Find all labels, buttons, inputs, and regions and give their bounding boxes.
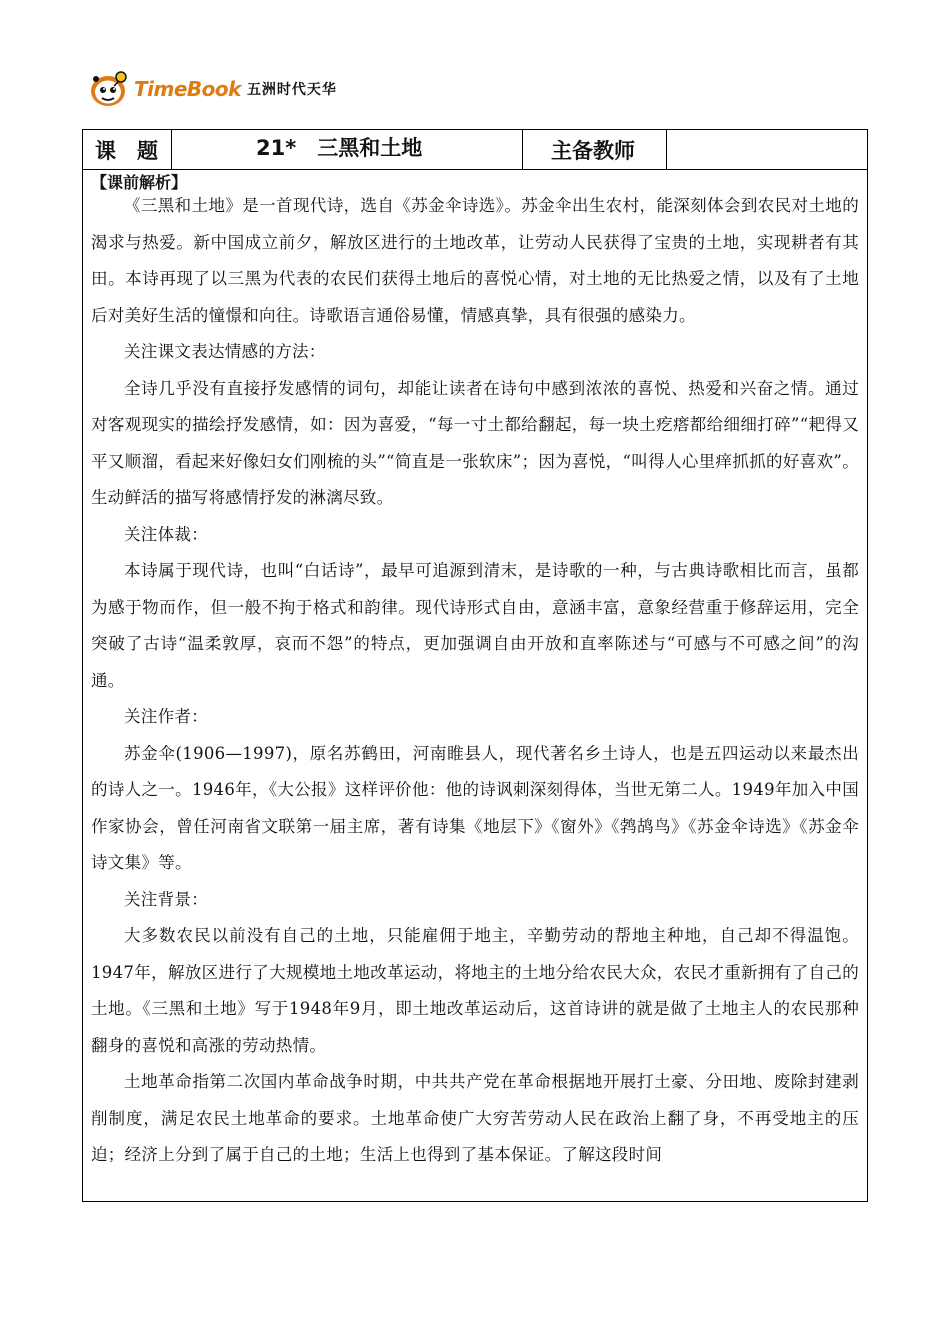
subheading-emotion-method: 关注课文表达情感的方法： <box>124 342 326 361</box>
subheading-genre: 关注体裁： <box>124 524 208 544</box>
paragraph-genre: 本诗属于现代诗，也叫“白话诗”，最早可追源到清末，是诗歌的一种，与古典诗歌相比而言，虽都为感于物而作，但一般不拘于格式和韵律。现代诗形式自由，意涵丰富，意象经营重于修辞运用，完全突破了古诗“温柔敦厚，哀而不怨”的特点，更加强调自由开放和直率陈述与“可感与不可感之间”的沟通。 <box>91 561 859 690</box>
content-cell <box>83 170 867 1174</box>
lesson-title-cell <box>172 130 523 169</box>
timebook-mascot-icon <box>88 70 130 108</box>
paragraph-background: 大多数农民以前没有自己的土地，只能雇佣于地主，辛勤劳动的帮地主种地，自己却不得温饱。1947年，解放区进行了大规模地土地改革运动，将地主的土地分给农民大众，农民才重新拥有了自己的土地。《三黑和土地》写于1948年9月，即土地改革运动后，这首诗讲的就是做了土地主人的农民那种翻身的喜悦和高涨的劳动热情。 <box>91 926 859 1055</box>
lesson-plan-table <box>82 129 868 1202</box>
subheading-author: 关注作者： <box>124 707 208 726</box>
table-header-row <box>83 130 867 170</box>
teacher-value-cell <box>667 130 867 169</box>
teacher-label-cell <box>523 130 667 169</box>
section-title: 【课前解析】 <box>91 173 188 192</box>
brand-name: TimeBook <box>134 77 241 101</box>
brand-logo <box>88 70 337 108</box>
paragraph-land-revolution: 土地革命指第二次国内革命战争时期，中共共产党在革命根据地开展打土豪、分田地、废除封建剥削制度，满足农民土地革命的要求。土地革命使广大穷苦劳动人民在政治上翻了身，不再受地主的压迫；经济上分到了属于自己的土地；生活上也得到了基本保证。了解这段时间 <box>91 1072 859 1164</box>
subheading-background: 关注背景： <box>124 889 208 909</box>
topic-label-cell <box>83 130 172 169</box>
topic-label: 课 题 <box>95 138 158 163</box>
brand-cn-name: 五洲时代天华 <box>246 82 337 98</box>
paragraph-emotion-method: 全诗几乎没有直接抒发感情的词句，却能让读者在诗句中感到浓浓的喜悦、热爱和兴奋之情。通过对客观现实的描绘抒发感情，如：因为喜爱，“每一寸土都给翻起，每一块土疙瘩都给细细打碎”“耙得又平又顺溜，看起来好像妇女们刚梳的头”“简直是一张软床”；因为喜悦，“叫得人心里痒抓抓的好喜欢”。生动鲜活的描写将感情抒发的淋漓尽致。 <box>91 378 859 507</box>
paragraph-intro: 《三黑和土地》是一首现代诗，选自《苏金伞诗选》。苏金伞出生农村，能深刻体会到农民对土地的渴求与热爱。新中国成立前夕，解放区进行的土地改革，让劳动人民获得了宝贵的土地，实现耕者有其田。本诗再现了以三黑为代表的农民们获得土地后的喜悦心情，对土地的无比热爱之情，以及有了土地后对美好生活的憧憬和向往。诗歌语言通俗易懂，情感真挚，具有很强的感染力。 <box>91 196 859 325</box>
teacher-label: 主备教师 <box>551 138 635 163</box>
paragraph-author: 苏金伞(1906—1997)，原名苏鹤田，河南睢县人，现代著名乡土诗人，也是五四运动以来最杰出的诗人之一。1946年，《大公报》这样评价他：他的诗讽刺深刻得体，当世无第二人。1949年加入中国作家协会，曾任河南省文联第一届主席，著有诗集《地层下》《窗外》《鹁鸪鸟》《苏金伞诗选》《苏金伞诗文集》等。 <box>91 743 859 872</box>
lesson-title: 21* 三黑和土地 <box>256 136 423 160</box>
